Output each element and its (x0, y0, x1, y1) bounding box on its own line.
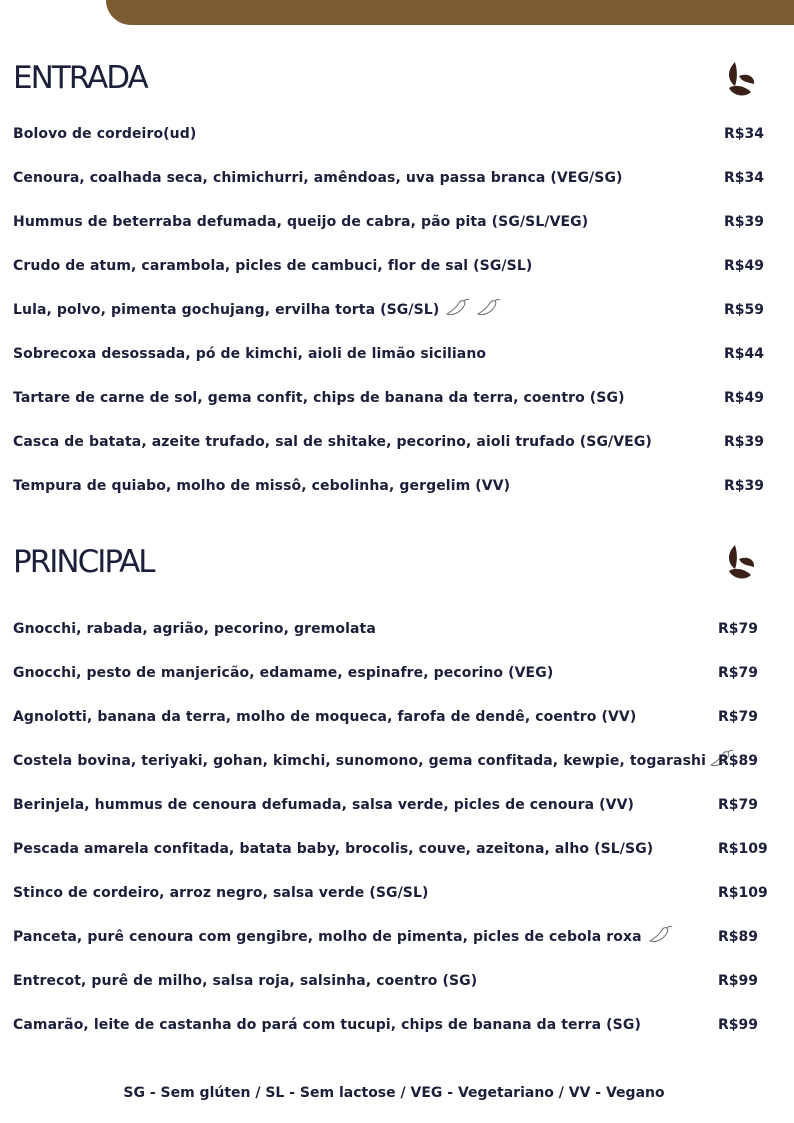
item-name: Tempura de quiabo, molho de missô, cebolinha, gergelim (VV) (13, 478, 511, 494)
item-price: R$89 (718, 929, 759, 945)
item-price: R$39 (724, 478, 765, 494)
item-price: R$99 (718, 973, 759, 989)
item-price: R$39 (724, 214, 765, 230)
item-name: Sobrecoxa desossada, pó de kimchi, aioli de limão siciliano (13, 346, 487, 362)
item-price: R$34 (724, 170, 765, 186)
item-price: R$49 (724, 390, 765, 406)
list-item (13, 882, 783, 904)
leaf-icon (723, 58, 759, 102)
item-price: R$109 (718, 885, 768, 901)
item-name: Pescada amarela confitada, batata baby, brocolis, couve, azeitona, alho (SL/SG) (13, 841, 654, 857)
list-item (13, 299, 783, 321)
item-name: Crudo de atum, carambola, picles de cambuci, flor de sal (SG/SL) (13, 258, 533, 274)
item-name (13, 926, 673, 948)
item-name: Casca de batata, azeite trufado, sal de shitake, pecorino, aioli trufado (SG/VEG) (13, 434, 652, 450)
item-name: Bolovo de cordeiro(ud) (13, 126, 197, 142)
list-item (13, 255, 783, 277)
list-item (13, 926, 783, 948)
item-name-text: Lula, polvo, pimenta gochujang, ervilha torta (SG/SL) (13, 302, 440, 318)
item-name: Gnocchi, pesto de manjericão, edamame, espinafre, pecorino (VEG) (13, 665, 554, 681)
item-name-text: Costela bovina, teriyaki, gohan, kimchi, sunomono, gema confitada, kewpie, togarashi (13, 753, 707, 769)
item-name: Agnolotti, banana da terra, molho de moqueca, farofa de dendê, coentro (VV) (13, 709, 637, 725)
item-name-text: Panceta, purê cenoura com gengibre, molho de pimenta, picles de cebola roxa (13, 929, 642, 945)
item-name: Hummus de beterraba defumada, queijo de cabra, pão pita (SG/SL/VEG) (13, 214, 589, 230)
item-name (13, 750, 734, 772)
section-title-principal: PRINCIPAL (13, 544, 154, 580)
chili-pepper-icon (444, 298, 470, 318)
item-price: R$79 (718, 621, 759, 637)
item-price: R$49 (724, 258, 765, 274)
list-item (13, 343, 783, 365)
item-name: Tartare de carne de sol, gema confit, chips de banana da terra, coentro (SG) (13, 390, 625, 406)
list-item (13, 1014, 783, 1036)
item-price: R$34 (724, 126, 765, 142)
list-item (13, 387, 783, 409)
list-item (13, 211, 783, 233)
section-title-entrada: ENTRADA (13, 60, 147, 96)
item-name: Cenoura, coalhada seca, chimichurri, amêndoas, uva passa branca (VEG/SG) (13, 170, 623, 186)
list-item (13, 750, 783, 772)
item-price: R$59 (724, 302, 765, 318)
chili-pepper-icon (647, 925, 673, 945)
item-price: R$99 (718, 1017, 759, 1033)
item-price: R$39 (724, 434, 765, 450)
list-item (13, 794, 783, 816)
list-item (13, 970, 783, 992)
item-price: R$44 (724, 346, 765, 362)
list-item (13, 618, 783, 640)
list-item (13, 475, 783, 497)
item-price: R$79 (718, 797, 759, 813)
item-price: R$109 (718, 841, 768, 857)
list-item (13, 838, 783, 860)
item-price: R$79 (718, 709, 759, 725)
item-price: R$79 (718, 665, 759, 681)
list-item (13, 706, 783, 728)
list-item (13, 167, 783, 189)
item-name: Entrecot, purê de milho, salsa roja, salsinha, coentro (SG) (13, 973, 478, 989)
item-name: Gnocchi, rabada, agrião, pecorino, gremolata (13, 621, 376, 637)
list-item (13, 662, 783, 684)
item-price: R$89 (718, 753, 759, 769)
dietary-legend: SG - Sem glúten / SL - Sem lactose / VEG - Vegetariano / VV - Vegano (123, 1085, 665, 1101)
item-name: Berinjela, hummus de cenoura defumada, salsa verde, picles de cenoura (VV) (13, 797, 634, 813)
item-name: Camarão, leite de castanha do pará com tucupi, chips de banana da terra (SG) (13, 1017, 641, 1033)
leaf-icon (723, 541, 759, 585)
list-item (13, 431, 783, 453)
top-decorative-band (106, 0, 794, 25)
list-item (13, 123, 783, 145)
item-name: Stinco de cordeiro, arroz negro, salsa verde (SG/SL) (13, 885, 429, 901)
chili-pepper-icon (475, 298, 501, 318)
item-name (13, 299, 501, 321)
